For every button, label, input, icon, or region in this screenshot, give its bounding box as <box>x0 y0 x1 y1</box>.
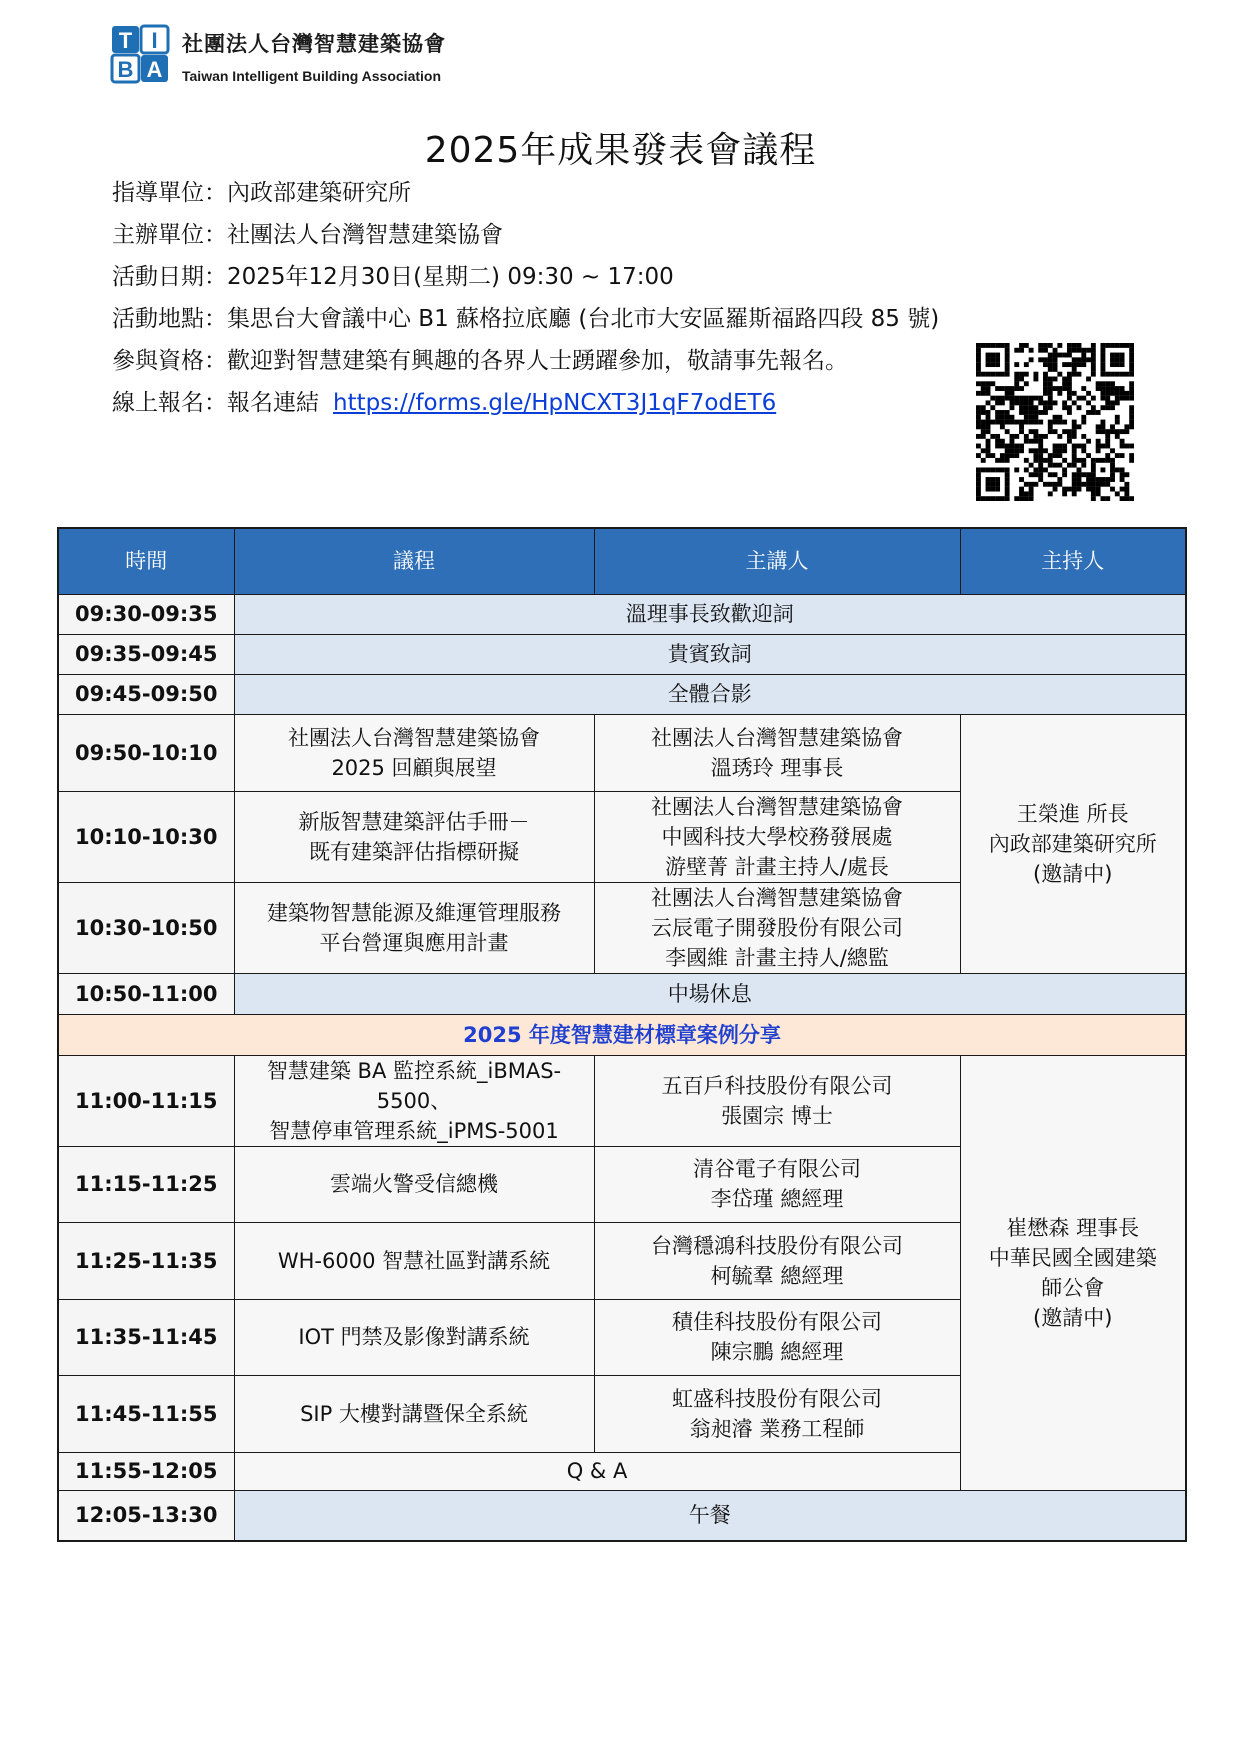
speaker-cell <box>594 1146 960 1222</box>
org-name-en: Taiwan Intelligent Building Association <box>182 68 442 84</box>
agenda-cell-line: 智慧停車管理系統_iPMS-5001 <box>269 1118 559 1143</box>
span-cell: 中場休息 <box>234 973 1186 1014</box>
time-cell: 11:45-11:55 <box>58 1375 234 1452</box>
agenda-cell-line: 建築物智慧能源及維運管理服務 <box>267 900 561 925</box>
host-cell-line: 師公會 <box>1041 1275 1105 1300</box>
speaker-cell <box>594 1055 960 1146</box>
speaker-cell <box>594 791 960 882</box>
span-cell: 全體合影 <box>234 674 1186 714</box>
agenda-cell-line: 智慧建築 BA 監控系統_iBMAS- <box>266 1058 562 1083</box>
speaker-cell-line: 李岱瑾 總經理 <box>710 1187 844 1211</box>
header-agenda: 議程 <box>234 528 594 594</box>
host-cell <box>960 1055 1186 1490</box>
table-row <box>58 674 1186 714</box>
speaker-cell-line: 五百戶科技股份有限公司 <box>661 1073 893 1098</box>
agenda-cell-line: SIP 大樓對講暨保全系統 <box>300 1401 528 1426</box>
time-cell: 10:10-10:30 <box>58 791 234 882</box>
table-header-row <box>58 528 1186 594</box>
time-cell: 11:35-11:45 <box>58 1299 234 1375</box>
info-label: 活動地點：集思台大會議中心 B1 蘇格拉底廳 (台北市大安區羅斯福路四段 85 號) <box>112 306 940 332</box>
table-row <box>58 1490 1186 1541</box>
section-heading: 2025 年度智慧建材標章案例分享 <box>58 1014 1186 1055</box>
header-time: 時間 <box>58 528 234 594</box>
speaker-cell <box>594 714 960 791</box>
agenda-table <box>57 527 1187 1542</box>
table-row <box>58 594 1186 634</box>
table-row <box>58 714 1186 791</box>
speaker-cell-line: 社團法人台灣智慧建築協會 <box>651 725 903 750</box>
speaker-cell-line: 溫琇玲 理事長 <box>710 755 844 780</box>
span-cell: 貴賓致詞 <box>234 634 1186 674</box>
header-speaker: 主講人 <box>594 528 960 594</box>
speaker-cell-line: 游壁菁 計畫主持人/處長 <box>665 854 889 879</box>
tiba-logo-icon <box>110 22 170 84</box>
info-label: 指導單位：內政部建築研究所 <box>112 180 411 206</box>
org-name-zh: 社團法人台灣智慧建築協會 <box>182 32 446 56</box>
info-label: 主辦單位：社團法人台灣智慧建築協會 <box>112 222 503 248</box>
speaker-cell <box>594 1222 960 1299</box>
agenda-cell-line: 2025 回顧與展望 <box>331 755 497 780</box>
span-cell: 溫理事長致歡迎詞 <box>234 594 1186 634</box>
time-cell: 09:45-09:50 <box>58 674 234 714</box>
speaker-cell-line: 積佳科技股份有限公司 <box>672 1310 882 1334</box>
agenda-cell-line: 5500、 <box>376 1088 452 1113</box>
organization-logo <box>110 20 560 90</box>
host-cell-line: (邀請中) <box>1033 1305 1113 1330</box>
agenda-cell-line: 社團法人台灣智慧建築協會 <box>288 725 540 750</box>
info-row-eligibility <box>112 340 1112 382</box>
info-row-guidance <box>112 172 1112 214</box>
info-label: 參與資格：歡迎對智慧建築有興趣的各界人士踴躍參加，敬請事先報名。 <box>112 348 848 374</box>
speaker-cell-line: 台灣穩鴻科技股份有限公司 <box>651 1233 903 1258</box>
speaker-cell-line: 李國維 計畫主持人/總監 <box>665 945 889 970</box>
speaker-cell-line: 柯毓羣 總經理 <box>710 1263 844 1288</box>
host-cell-line: 中華民國全國建築 <box>988 1245 1157 1270</box>
time-cell: 09:35-09:45 <box>58 634 234 674</box>
table-row <box>58 1055 1186 1146</box>
span-cell: 午餐 <box>234 1490 1186 1541</box>
qr-code-icon[interactable] <box>976 343 1134 501</box>
time-cell: 11:00-11:15 <box>58 1055 234 1146</box>
speaker-cell-line: 虹盛科技股份有限公司 <box>672 1386 882 1411</box>
time-cell: 10:30-10:50 <box>58 882 234 973</box>
agenda-cell-line: 新版智慧建築評估手冊－ <box>298 809 530 834</box>
info-row-organizer <box>112 214 1112 256</box>
agenda-cell <box>234 1299 594 1375</box>
host-cell <box>960 714 1186 973</box>
info-row-registration <box>112 382 1112 424</box>
agenda-cell-line: 雲端火警受信總機 <box>330 1172 498 1196</box>
info-label: 活動日期：2025年12月30日(星期二) 09:30 ~ 17:00 <box>112 264 674 290</box>
table-row <box>58 1014 1186 1055</box>
info-label: 線上報名：報名連結 <box>112 390 319 416</box>
page-title: 2025年成果發表會議程 <box>424 130 817 171</box>
host-cell-line: 王榮進 所長 <box>1016 801 1129 826</box>
logo-letter: A <box>146 57 163 82</box>
logo-letter: T <box>118 28 133 53</box>
agenda-cell <box>234 791 594 882</box>
speaker-cell-line: 張園宗 博士 <box>721 1103 833 1128</box>
time-cell: 11:55-12:05 <box>58 1452 234 1490</box>
speaker-cell-line: 社團法人台灣智慧建築協會 <box>651 794 903 819</box>
speaker-cell-line: 社團法人台灣智慧建築協會 <box>651 885 903 910</box>
speaker-cell <box>594 882 960 973</box>
time-cell: 09:30-09:35 <box>58 594 234 634</box>
registration-link[interactable]: https://forms.gle/HpNCXT3J1qF7odET6 <box>333 390 777 416</box>
table-row <box>58 634 1186 674</box>
host-cell-line: 內政部建築研究所 <box>988 831 1157 856</box>
logo-letter: B <box>117 57 134 82</box>
time-cell: 12:05-13:30 <box>58 1490 234 1541</box>
agenda-cell <box>234 882 594 973</box>
speaker-cell-line: 陳宗鵬 總經理 <box>710 1340 844 1364</box>
speaker-cell-line: 云辰電子開發股份有限公司 <box>651 915 903 940</box>
header-host: 主持人 <box>960 528 1186 594</box>
time-cell: 11:25-11:35 <box>58 1222 234 1299</box>
agenda-cell-line: WH-6000 智慧社區對講系統 <box>277 1248 551 1273</box>
agenda-cell <box>234 1375 594 1452</box>
agenda-cell <box>234 714 594 791</box>
info-row-date <box>112 256 1112 298</box>
time-cell: 11:15-11:25 <box>58 1146 234 1222</box>
speaker-cell-line: 中國科技大學校務發展處 <box>661 824 893 849</box>
agenda-cell-line: 既有建築評估指標研擬 <box>309 839 519 864</box>
agenda-cell <box>234 1222 594 1299</box>
agenda-cell <box>234 1055 594 1146</box>
speaker-cell <box>594 1375 960 1452</box>
time-cell: 10:50-11:00 <box>58 973 234 1014</box>
speaker-cell <box>594 1299 960 1375</box>
time-cell: 09:50-10:10 <box>58 714 234 791</box>
info-row-venue <box>112 298 1112 340</box>
logo-letter: I <box>151 28 158 53</box>
host-cell-line: 崔懋森 理事長 <box>1006 1215 1140 1240</box>
agenda-cell-line: 平台營運與應用計畫 <box>319 930 509 955</box>
event-info <box>112 172 1112 424</box>
agenda-cell-line: IOT 門禁及影像對講系統 <box>298 1325 530 1349</box>
speaker-cell-line: 翁昶濬 業務工程師 <box>689 1416 865 1441</box>
agenda-cell <box>234 1146 594 1222</box>
host-cell-line: (邀請中) <box>1033 861 1113 886</box>
table-row <box>58 973 1186 1014</box>
speaker-cell-line: 清谷電子有限公司 <box>693 1157 861 1181</box>
span-cell: Q & A <box>234 1452 960 1490</box>
